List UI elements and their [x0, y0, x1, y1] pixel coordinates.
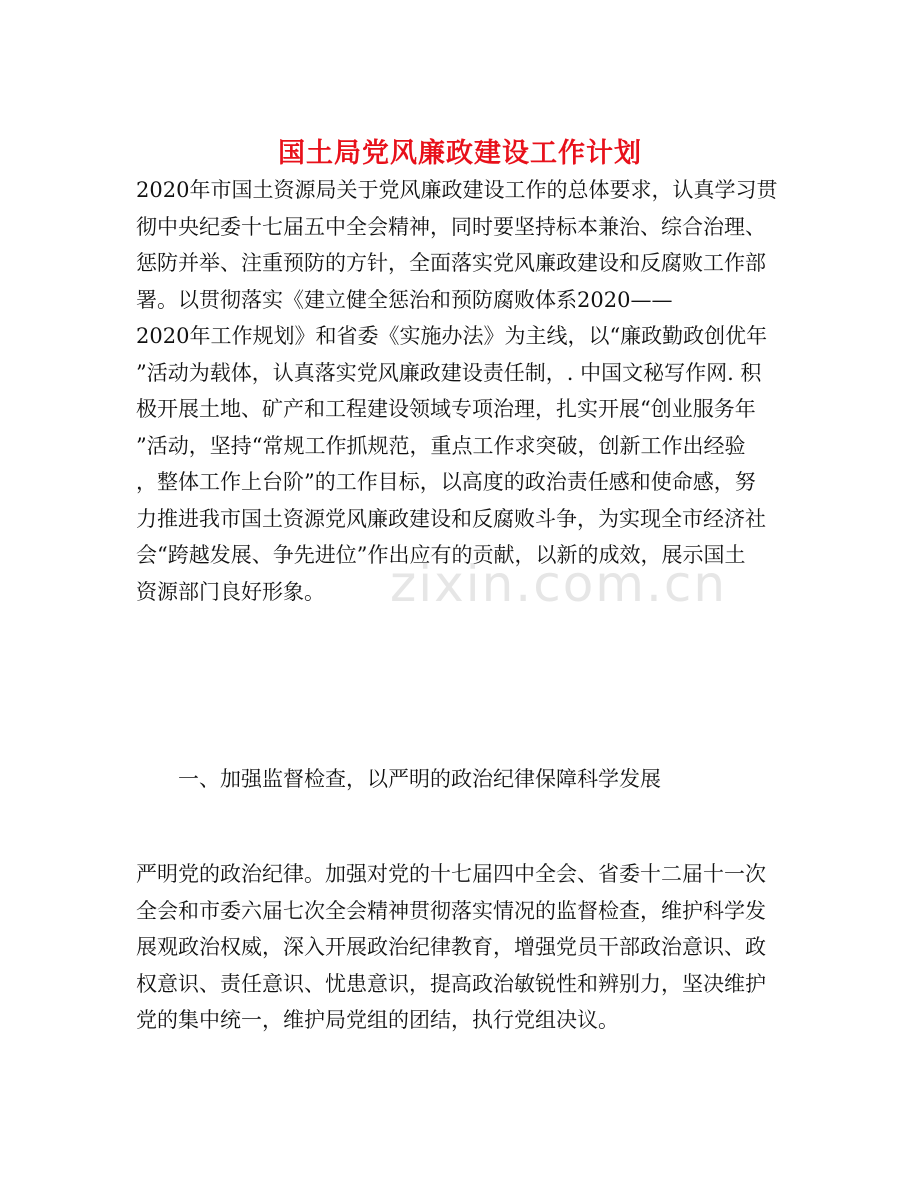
text-line: 资源部门良好形象。: [136, 579, 325, 604]
text-line: 署。以贯彻落实《建立健全惩治和预防腐败体系2020——: [136, 287, 673, 312]
text-line: 力推进我市国土资源党风廉政建设和反腐败斗争，为实现全市经济社: [136, 506, 766, 531]
text-line: ”活动，坚持“常规工作抓规范，重点工作求突破，创新工作出经验: [136, 433, 746, 458]
text-line: 会“跨越发展、争先进位”作出应有的贡献，以新的成效，展示国土: [136, 543, 746, 567]
watermark: zixin.com.cn: [390, 555, 728, 613]
text-line: 权意识、责任意识、忧患意识，提高政治敏锐性和辨别力，坚决维护: [136, 971, 766, 996]
text-line: 极开展土地、矿产和工程建设领域专项治理，扎实开展“创业服务年: [136, 397, 756, 421]
text-line: ”活动为载体，认真落实党风廉政建设责任制，. 中国文秘写作网. 积: [136, 360, 762, 385]
text-line: 惩防并举、注重预防的方针，全面落实党风廉政建设和反腐败工作部: [136, 251, 766, 275]
text-line: 党的集中统一，维护局党组的团结，执行党组决议。: [136, 1008, 619, 1032]
document-title: 国土局党风廉政建设工作计划: [278, 138, 642, 170]
text-line: 严明党的政治纪律。加强对党的十七届四中全会、省委十二届十一次: [136, 862, 766, 886]
text-line: 2020年市国土资源局关于党风廉政建设工作的总体要求，认真学习贯: [136, 178, 778, 202]
text-line: 彻中央纪委十七届五中全会精神，同时要坚持标本兼治、综合治理、: [136, 214, 766, 239]
text-line: 2020年工作规划》和省委《实施办法》为主线，以“廉政勤政创优年: [136, 324, 768, 348]
paragraph-section-1: [136, 856, 784, 1039]
text-line: ，整体工作上台阶”的工作目标，以高度的政治责任感和使命感，努: [136, 470, 756, 494]
text-line: 全会和市委六届七次全会精神贯彻落实情况的监督检查，维护科学发: [136, 898, 766, 923]
paragraph-intro: [136, 172, 784, 610]
text-line: 展观政治权威，深入开展政治纪律教育，增强党员干部政治意识、政: [136, 935, 766, 959]
section-heading-1: 一、加强监督检查，以严明的政治纪律保障科学发展: [178, 767, 661, 791]
